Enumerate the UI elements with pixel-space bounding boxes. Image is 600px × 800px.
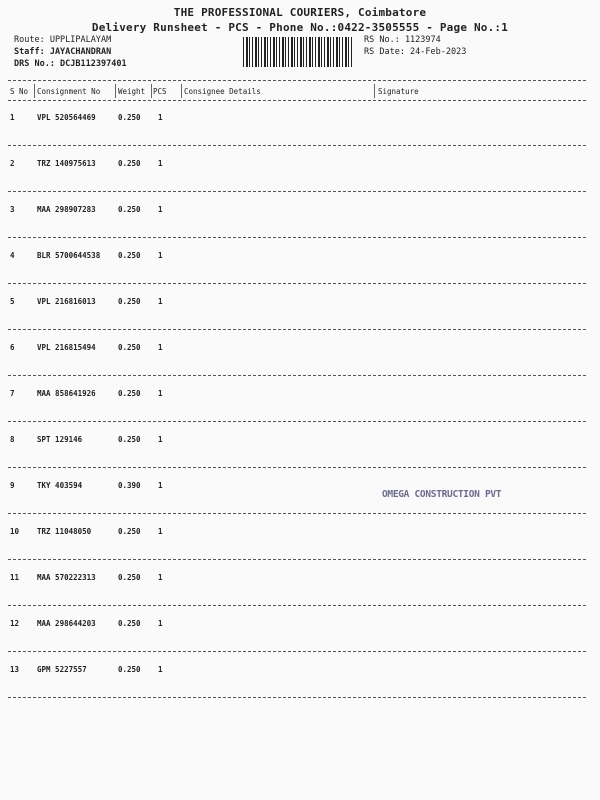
row-pcs: 1 bbox=[158, 113, 163, 122]
row-sno: 3 bbox=[10, 205, 15, 214]
row-weight: 0.250 bbox=[118, 619, 141, 628]
table-row bbox=[0, 238, 600, 284]
row-weight: 0.250 bbox=[118, 251, 141, 260]
row-pcs: 1 bbox=[158, 205, 163, 214]
row-weight: 0.250 bbox=[118, 573, 141, 582]
stamp-company-name: OMEGA CONSTRUCTION PVT bbox=[382, 489, 502, 500]
row-consignment-no: TRZ 140975613 bbox=[37, 159, 96, 168]
staff-label: Staff: JAYACHANDRAN bbox=[14, 47, 112, 57]
table-row bbox=[0, 100, 600, 146]
col-rule-2 bbox=[115, 84, 116, 98]
table-row bbox=[0, 330, 600, 376]
row-sno: 4 bbox=[10, 251, 15, 260]
row-weight: 0.250 bbox=[118, 343, 141, 352]
table-row bbox=[0, 560, 600, 606]
row-pcs: 1 bbox=[158, 435, 163, 444]
row-consignment-no: BLR 5700644538 bbox=[37, 251, 101, 260]
row-weight: 0.390 bbox=[118, 481, 141, 490]
table-row bbox=[0, 284, 600, 330]
col-header-pcs: PCS bbox=[153, 87, 167, 96]
row-consignment-no: VPL 520564469 bbox=[37, 113, 96, 122]
table-row bbox=[0, 192, 600, 238]
row-consignment-no: MAA 298907283 bbox=[37, 205, 96, 214]
page-title: THE PROFESSIONAL COURIERS, Coimbatore bbox=[173, 6, 427, 19]
row-sno: 11 bbox=[10, 573, 20, 582]
row-sno: 12 bbox=[10, 619, 20, 628]
row-consignment-no: TKY 403594 bbox=[37, 481, 83, 490]
row-weight: 0.250 bbox=[118, 665, 141, 674]
row-pcs: 1 bbox=[158, 481, 163, 490]
row-sno: 6 bbox=[10, 343, 15, 352]
col-header-weight: Weight bbox=[118, 87, 146, 96]
row-pcs: 1 bbox=[158, 297, 163, 306]
row-pcs: 1 bbox=[158, 159, 163, 168]
row-divider bbox=[8, 697, 586, 698]
table-row bbox=[0, 422, 600, 468]
col-rule-1 bbox=[34, 84, 35, 98]
row-sno: 9 bbox=[10, 481, 15, 490]
row-consignment-no: MAA 570222313 bbox=[37, 573, 96, 582]
row-consignment-no: GPM 5227557 bbox=[37, 665, 87, 674]
table-row bbox=[0, 376, 600, 422]
row-consignment-no: VPL 216815494 bbox=[37, 343, 96, 352]
row-weight: 0.250 bbox=[118, 297, 141, 306]
row-weight: 0.250 bbox=[118, 435, 141, 444]
row-sno: 1 bbox=[10, 113, 15, 122]
header-rule-top bbox=[8, 80, 586, 81]
row-weight: 0.250 bbox=[118, 113, 141, 122]
col-header-consignment: Consignment No bbox=[37, 87, 101, 96]
row-sno: 5 bbox=[10, 297, 15, 306]
row-pcs: 1 bbox=[158, 573, 163, 582]
barcode bbox=[243, 37, 353, 67]
row-sno: 8 bbox=[10, 435, 15, 444]
row-pcs: 1 bbox=[158, 251, 163, 260]
row-pcs: 1 bbox=[158, 389, 163, 398]
col-rule-5 bbox=[374, 84, 375, 98]
table-row bbox=[0, 652, 600, 698]
row-pcs: 1 bbox=[158, 527, 163, 536]
row-consignment-no: VPL 216816013 bbox=[37, 297, 96, 306]
row-sno: 13 bbox=[10, 665, 20, 674]
company-stamp bbox=[380, 486, 585, 544]
row-weight: 0.250 bbox=[118, 159, 141, 168]
route-label: Route: UPPLIPALAYAM bbox=[14, 35, 112, 45]
rs-date-label: RS Date: 24-Feb-2023 bbox=[364, 47, 467, 57]
row-consignment-no: MAA 298644203 bbox=[37, 619, 96, 628]
col-rule-4 bbox=[181, 84, 182, 98]
rs-no-label: RS No.: 1123974 bbox=[364, 35, 441, 45]
col-rule-3 bbox=[151, 84, 152, 98]
table-row bbox=[0, 606, 600, 652]
row-sno: 10 bbox=[10, 527, 20, 536]
row-consignment-no: TRZ 11048050 bbox=[37, 527, 92, 536]
row-pcs: 1 bbox=[158, 343, 163, 352]
row-weight: 0.250 bbox=[118, 389, 141, 398]
row-sno: 2 bbox=[10, 159, 15, 168]
table-row bbox=[0, 146, 600, 192]
row-consignment-no: SPT 129146 bbox=[37, 435, 83, 444]
col-header-sno: S No bbox=[10, 87, 29, 96]
col-header-consignee: Consignee Details bbox=[184, 87, 261, 96]
col-header-signature: Signature bbox=[378, 87, 419, 96]
row-consignment-no: MAA 858641926 bbox=[37, 389, 96, 398]
drs-label: DRS No.: DCJB112397401 bbox=[14, 59, 127, 69]
row-sno: 7 bbox=[10, 389, 15, 398]
row-weight: 0.250 bbox=[118, 527, 141, 536]
row-weight: 0.250 bbox=[118, 205, 141, 214]
page-subtitle: Delivery Runsheet - PCS - Phone No.:0422-3505555 - Page No.:1 bbox=[91, 21, 509, 34]
row-pcs: 1 bbox=[158, 619, 163, 628]
row-pcs: 1 bbox=[158, 665, 163, 674]
